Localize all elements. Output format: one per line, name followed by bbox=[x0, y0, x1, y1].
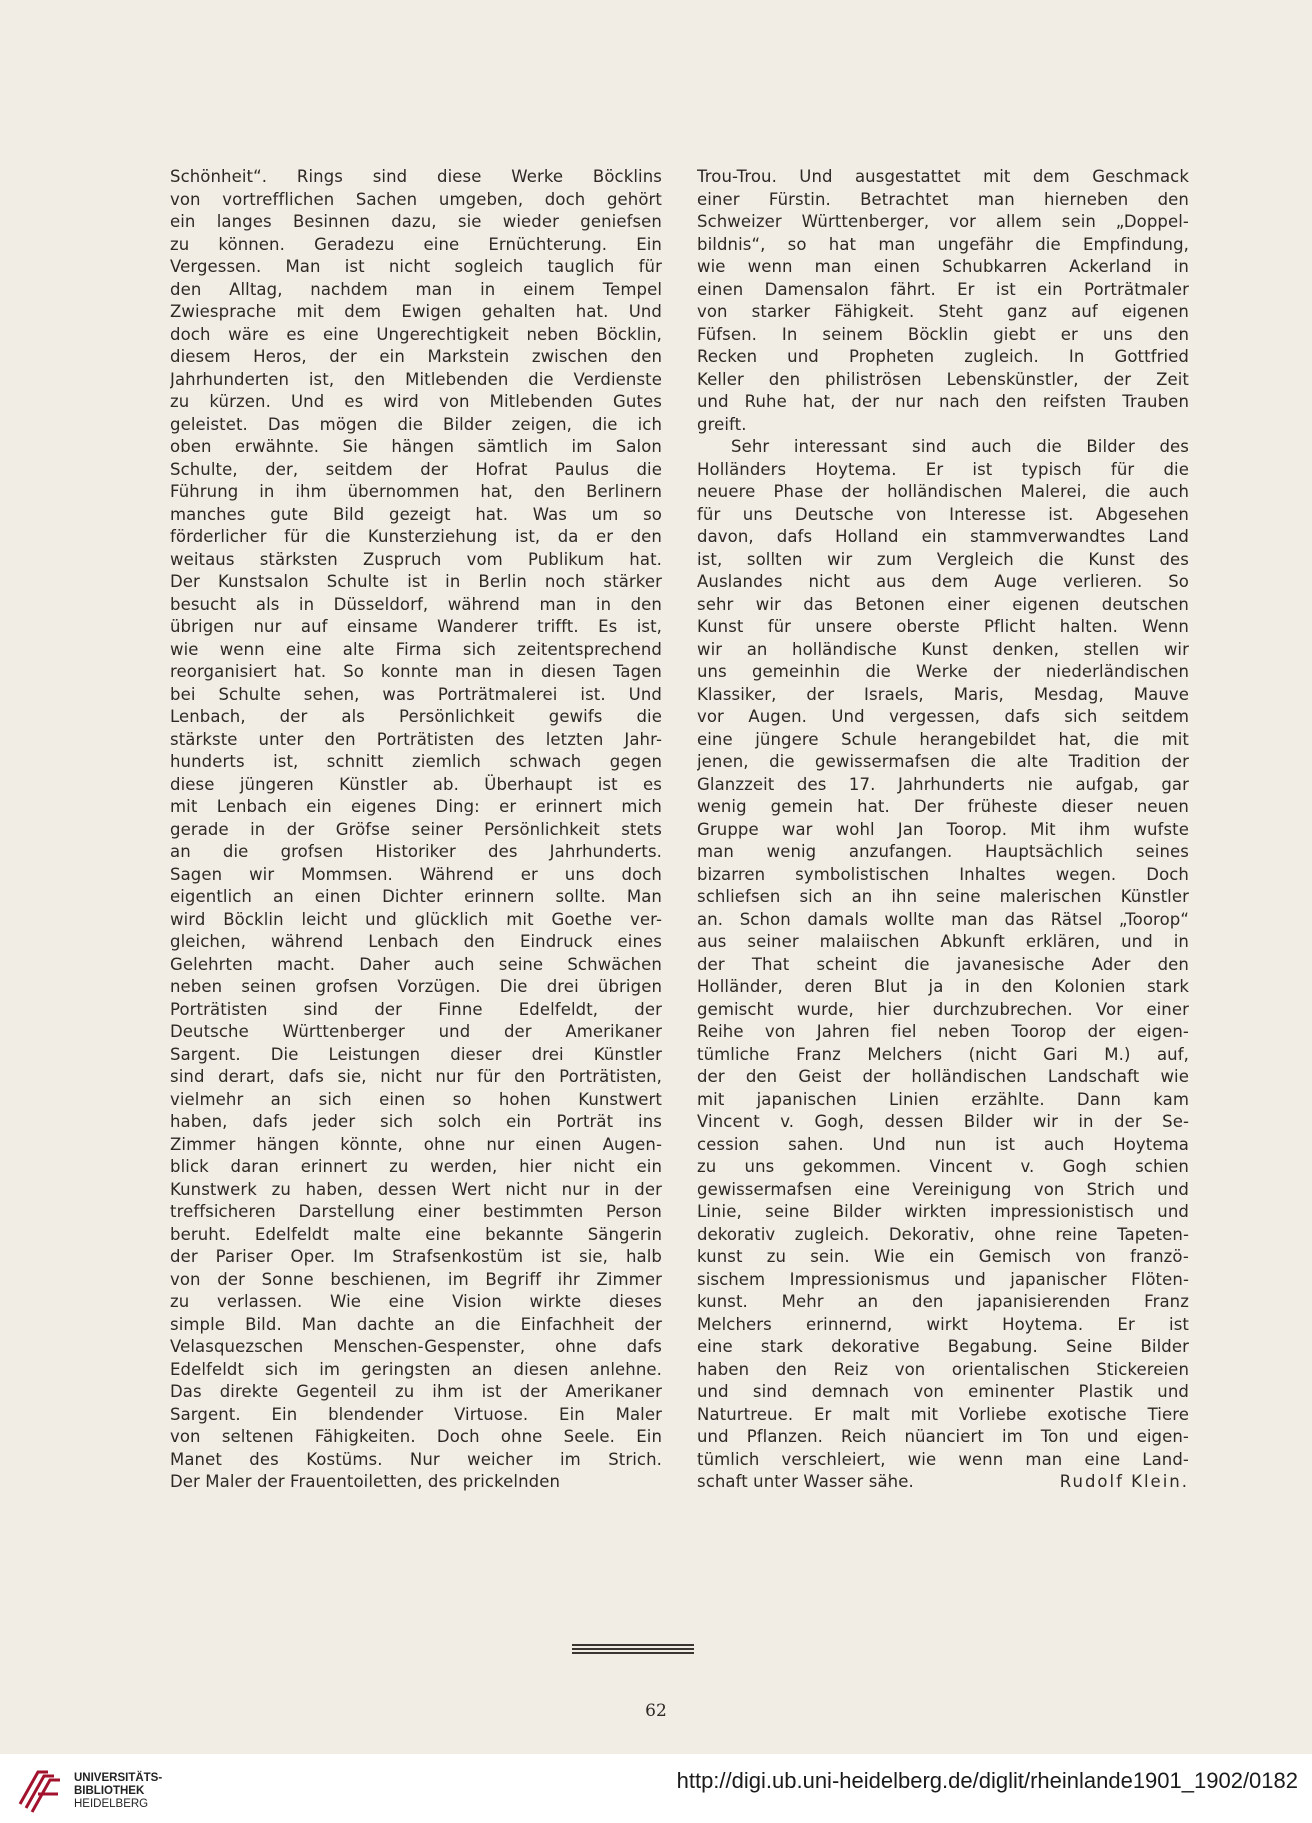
text-line: Führung in ihm übernommen hat, den Berlinern bbox=[170, 482, 662, 501]
text-line: Auslandes nicht aus dem Auge verlieren. So bbox=[697, 572, 1189, 591]
text-line: davon, dafs Holland ein stammverwandtes Land bbox=[697, 527, 1189, 546]
text-line: und sind demnach von eminenter Plastik und bbox=[697, 1382, 1189, 1401]
text-line: Manet des Kostüms. Nur weicher im Strich. bbox=[170, 1449, 662, 1469]
text-line: blick daran erinnert zu werden, hier nicht ein bbox=[170, 1157, 662, 1176]
text-line: und Ruhe hat, der nur nach den reifsten Trauben bbox=[697, 392, 1189, 411]
text-line: diese jüngeren Künstler ab. Überhaupt ist es bbox=[170, 774, 662, 794]
text-line: bei Schulte sehen, was Porträtmalerei ist. Und bbox=[170, 684, 662, 704]
text-line: Gelehrten macht. Daher auch seine Schwächen bbox=[170, 954, 662, 974]
text-line: übrigen nur auf einsame Wanderer trifft. Es ist, bbox=[170, 617, 662, 636]
text-line: einer Fürstin. Betrachtet man hierneben den bbox=[697, 189, 1189, 209]
text-line: hunderts ist, schnitt ziemlich schwach gegen bbox=[170, 752, 662, 771]
page-number: 62 bbox=[645, 1701, 667, 1721]
ub-heidelberg-logo-icon bbox=[14, 1764, 66, 1816]
text-line: Edelfeldt sich im geringsten an diesen anlehne. bbox=[170, 1359, 662, 1379]
text-line: besucht als in Düsseldorf, während man in den bbox=[170, 594, 662, 614]
text-line: bildnis“, so hat man ungefähr die Empfindung, bbox=[697, 234, 1189, 254]
text-line: stärkste unter den Porträtisten des letzten Jahr- bbox=[170, 729, 662, 749]
text-line: Der Maler der Frauentoiletten, des prickelnden bbox=[170, 1472, 561, 1491]
text-line: gerade in der Gröfse seiner Persönlichkeit stets bbox=[170, 819, 662, 839]
text-line: der den Geist der holländischen Landschaft wie bbox=[697, 1067, 1189, 1086]
text-line: greift. bbox=[697, 414, 747, 434]
text-line: simple Bild. Man dachte an die Einfachheit der bbox=[170, 1314, 662, 1334]
text-line: kunst. Mehr an den japanisierenden Franz bbox=[697, 1292, 1189, 1311]
digitization-footer bbox=[0, 1754, 1312, 1823]
text-line: von starker Fähigkeit. Steht ganz auf eigenen bbox=[697, 302, 1189, 321]
text-line: der Pariser Oper. Im Strafsenkostüm ist sie, halb bbox=[170, 1247, 662, 1266]
text-line: wenig gemein hat. Der früheste dieser neuen bbox=[697, 797, 1189, 816]
text-line: eine jüngere Schule herangebildet hat, die mit bbox=[697, 729, 1189, 749]
text-line: vielmehr an sich einen so hohen Kunstwert bbox=[170, 1089, 662, 1109]
text-line: beruht. Edelfeldt malte eine bekannte Sängerin bbox=[170, 1224, 662, 1244]
library-name-line1: UNIVERSITÄTS- bbox=[74, 1772, 163, 1784]
library-name bbox=[74, 1772, 162, 1811]
text-line: von vortrefflichen Sachen umgeben, doch gehört bbox=[170, 189, 662, 209]
text-line: Gruppe war wohl Jan Toorop. Mit ihm wufste bbox=[697, 819, 1189, 839]
text-line: sehr wir das Betonen einer eigenen deutschen bbox=[697, 594, 1189, 614]
text-line: Holländer, deren Blut ja in den Kolonien stark bbox=[697, 977, 1189, 996]
source-url[interactable]: http://digi.ub.uni-heidelberg.de/diglit/rheinlande1901_1902/0182 bbox=[676, 1768, 1298, 1793]
text-line: haben den Reiz von orientalischen Stickereien bbox=[697, 1359, 1189, 1379]
text-line: eigentlich an einen Dichter erinnern sollte. Man bbox=[170, 887, 662, 906]
text-line: an die grofsen Historiker des Jahrhunderts. bbox=[170, 842, 662, 861]
text-line: an. Schon damals wollte man das Rätsel „Toorop“ bbox=[697, 909, 1189, 929]
text-line: mit Lenbach ein eigenes Ding: er erinnert mich bbox=[170, 797, 662, 816]
text-line: vor Augen. Und vergessen, dafs sich seitdem bbox=[697, 707, 1189, 726]
text-line: schaft unter Wasser sähe. Rudolf Klein. bbox=[697, 1471, 1189, 1494]
text-line: treffsicheren Darstellung einer bestimmten Person bbox=[170, 1202, 662, 1221]
text-line: uns gemeinhin die Werke der niederländischen bbox=[697, 662, 1189, 681]
text-line: von seltenen Fähigkeiten. Doch ohne Seele. Ein bbox=[170, 1427, 662, 1446]
text-line: zu verlassen. Wie eine Vision wirkte dieses bbox=[170, 1292, 662, 1311]
text-line: ist, sollten wir zum Vergleich die Kunst des bbox=[697, 549, 1189, 569]
text-line: Sargent. Die Leistungen dieser drei Künstler bbox=[170, 1044, 662, 1064]
text-line: sind derart, dafs sie, nicht nur für den Porträtisten, bbox=[170, 1067, 662, 1086]
text-line: und Pflanzen. Reich nüanciert im Ton und eigen- bbox=[697, 1427, 1189, 1446]
text-line: Jahrhunderten ist, den Mitlebenden die Verdienste bbox=[170, 369, 662, 389]
text-line: ein langes Besinnen dazu, sie wieder geniefsen bbox=[170, 212, 662, 231]
text-line: Klassiker, der Israels, Maris, Mesdag, Mauve bbox=[697, 684, 1189, 704]
text-line: Zwiesprache mit dem Ewigen gehalten hat. Und bbox=[170, 302, 662, 321]
text-line: oben erwähnte. Sie hängen sämtlich im Salon bbox=[170, 437, 662, 456]
text-line: wird Böcklin leicht und glücklich mit Goethe ver- bbox=[170, 909, 662, 929]
text-line: Porträtisten sind der Finne Edelfeldt, der bbox=[170, 999, 662, 1019]
text-line: Reihe von Jahren fiel neben Toorop der eigen- bbox=[697, 1022, 1189, 1041]
text-line: Schweizer Württenberger, vor allem sein „Doppel- bbox=[697, 212, 1189, 231]
text-line: Naturtreue. Er malt mit Vorliebe exotische Tiere bbox=[697, 1404, 1189, 1424]
text-line: gewissermafsen eine Vereinigung von Strich und bbox=[697, 1179, 1189, 1199]
text-line: Holländers Hoytema. Er ist typisch für die bbox=[697, 459, 1189, 479]
text-line: cession sahen. Und nun ist auch Hoytema bbox=[697, 1134, 1189, 1154]
text-line: Kunst für unsere oberste Pflicht halten. Wenn bbox=[697, 617, 1189, 636]
text-line: Schulte, der, seitdem der Hofrat Paulus die bbox=[170, 459, 662, 479]
text-line: zu kürzen. Und es wird von Mitlebenden Gutes bbox=[170, 392, 662, 411]
text-line: der That scheint die javanesische Ader den bbox=[697, 954, 1189, 974]
closing-ornament-rule bbox=[572, 1644, 694, 1658]
text-line: den Alltag, nachdem man in einem Tempel bbox=[170, 279, 662, 299]
text-line: eine stark dekorative Begabung. Seine Bilder bbox=[697, 1337, 1189, 1356]
text-line: Recken und Propheten zugleich. In Gottfried bbox=[697, 347, 1189, 366]
text-column-right bbox=[697, 166, 1189, 1494]
text-line: Deutsche Württenberger und der Amerikaner bbox=[170, 1022, 662, 1041]
text-line: haben, dafs jeder sich solch ein Porträt ins bbox=[170, 1112, 662, 1131]
text-line: gleichen, während Lenbach den Eindruck eines bbox=[170, 932, 662, 951]
text-line: Trou-Trou. Und ausgestattet mit dem Geschmack bbox=[697, 167, 1189, 186]
text-line: wir an holländische Kunst denken, stellen wir bbox=[697, 639, 1189, 659]
text-line: reorganisiert hat. So konnte man in diesen Tagen bbox=[170, 662, 662, 681]
text-line: Zimmer hängen könnte, ohne nur einen Augen- bbox=[170, 1134, 662, 1154]
text-line: tümliche Franz Melchers (nicht Gari M.) auf, bbox=[697, 1044, 1189, 1064]
text-line: zu können. Geradezu eine Ernüchterung. Ein bbox=[170, 234, 662, 254]
text-line: für uns Deutsche von Interesse ist. Abgesehen bbox=[697, 504, 1189, 524]
text-line: Glanzzeit des 17. Jahrhunderts nie aufgab, gar bbox=[697, 774, 1189, 794]
text-line: aus seiner malaiischen Abkunft erklären, und in bbox=[697, 932, 1189, 951]
text-line: Vincent v. Gogh, dessen Bilder wir in der Se- bbox=[697, 1112, 1189, 1131]
text-line: weitaus stärksten Zuspruch vom Publikum hat. bbox=[170, 549, 662, 569]
text-line: Füfsen. In seinem Böcklin giebt er uns den bbox=[697, 324, 1189, 344]
text-line: manches gute Bild gezeigt hat. Was um so bbox=[170, 504, 662, 524]
text-line: wie wenn man einen Schubkarren Ackerland in bbox=[697, 257, 1189, 276]
text-line: gemischt wurde, hier durchzubrechen. Vor einer bbox=[697, 999, 1189, 1019]
text-line: wie wenn eine alte Firma sich zeitentsprechend bbox=[170, 639, 662, 659]
text-line: einen Damensalon fährt. Er ist ein Porträtmaler bbox=[697, 279, 1189, 299]
text-line: von der Sonne beschienen, im Begriff ihr Zimmer bbox=[170, 1269, 662, 1289]
text-column-left bbox=[170, 166, 662, 1494]
text-line: Der Kunstsalon Schulte ist in Berlin noch stärker bbox=[170, 572, 662, 591]
text-line: Vergessen. Man ist nicht sogleich tauglich für bbox=[170, 257, 662, 276]
text-line: neben seinen grofsen Vorzügen. Die drei übrigen bbox=[170, 977, 662, 996]
text-line: Kunstwerk zu haben, dessen Wert nicht nur in der bbox=[170, 1179, 662, 1199]
author-signature: Rudolf Klein. bbox=[1059, 1472, 1189, 1491]
text-line: man wenig anzufangen. Hauptsächlich seines bbox=[697, 842, 1189, 861]
text-line: Sargent. Ein blendender Virtuose. Ein Maler bbox=[170, 1404, 662, 1424]
text-line: Melchers erinnernd, wirkt Hoytema. Er ist bbox=[697, 1314, 1189, 1334]
text-line: Linie, seine Bilder wirkten impressionistisch und bbox=[697, 1202, 1189, 1221]
text-line: förderlicher für die Kunsterziehung ist, da er den bbox=[170, 527, 662, 546]
text-line: bizarren symbolistischen Inhaltes wegen. Doch bbox=[697, 864, 1189, 884]
text-line: mit japanischen Linien erzählte. Dann kam bbox=[697, 1089, 1189, 1109]
library-name-line2: BIBLIOTHEK bbox=[74, 1785, 145, 1797]
text-line: sischem Impressionismus und japanischer Flöten- bbox=[697, 1269, 1189, 1289]
text-line: kunst zu sein. Wie ein Gemisch von franzö- bbox=[697, 1247, 1189, 1266]
text-line: tümlich verschleiert, wie wenn man eine Land- bbox=[697, 1449, 1189, 1469]
text-line: dekorativ zugleich. Dekorativ, ohne reine Tapeten- bbox=[697, 1224, 1189, 1244]
text-line: zu uns gekommen. Vincent v. Gogh schien bbox=[697, 1157, 1189, 1176]
text-line: Lenbach, der als Persönlichkeit gewifs die bbox=[170, 707, 662, 726]
library-name-line3: HEIDELBERG bbox=[74, 1798, 149, 1810]
text-line: Velasquezschen Menschen-Gespenster, ohne dafs bbox=[170, 1337, 662, 1356]
text-line: Das direkte Gegenteil zu ihm ist der Amerikaner bbox=[170, 1382, 662, 1401]
text-line: jenen, die gewissermafsen die alte Tradition der bbox=[697, 752, 1189, 771]
text-line: neuere Phase der holländischen Malerei, die auch bbox=[697, 482, 1189, 501]
text-line: Sagen wir Mommsen. Während er uns doch bbox=[170, 864, 662, 884]
text-line: Sehr interessant sind auch die Bilder des bbox=[731, 437, 1189, 456]
text-line: Schönheit“. Rings sind diese Werke Böcklins bbox=[170, 167, 662, 186]
text-line: schliefsen sich an ihn seine malerischen Künstler bbox=[697, 887, 1189, 906]
text-line: Keller den philiströsen Lebenskünstler, der Zeit bbox=[697, 369, 1189, 389]
text-line: geleistet. Das mögen die Bilder zeigen, die ich bbox=[170, 414, 662, 434]
text-line: doch wäre es eine Ungerechtigkeit neben Böcklin, bbox=[170, 324, 662, 344]
text-line: diesem Heros, der ein Markstein zwischen den bbox=[170, 347, 662, 366]
